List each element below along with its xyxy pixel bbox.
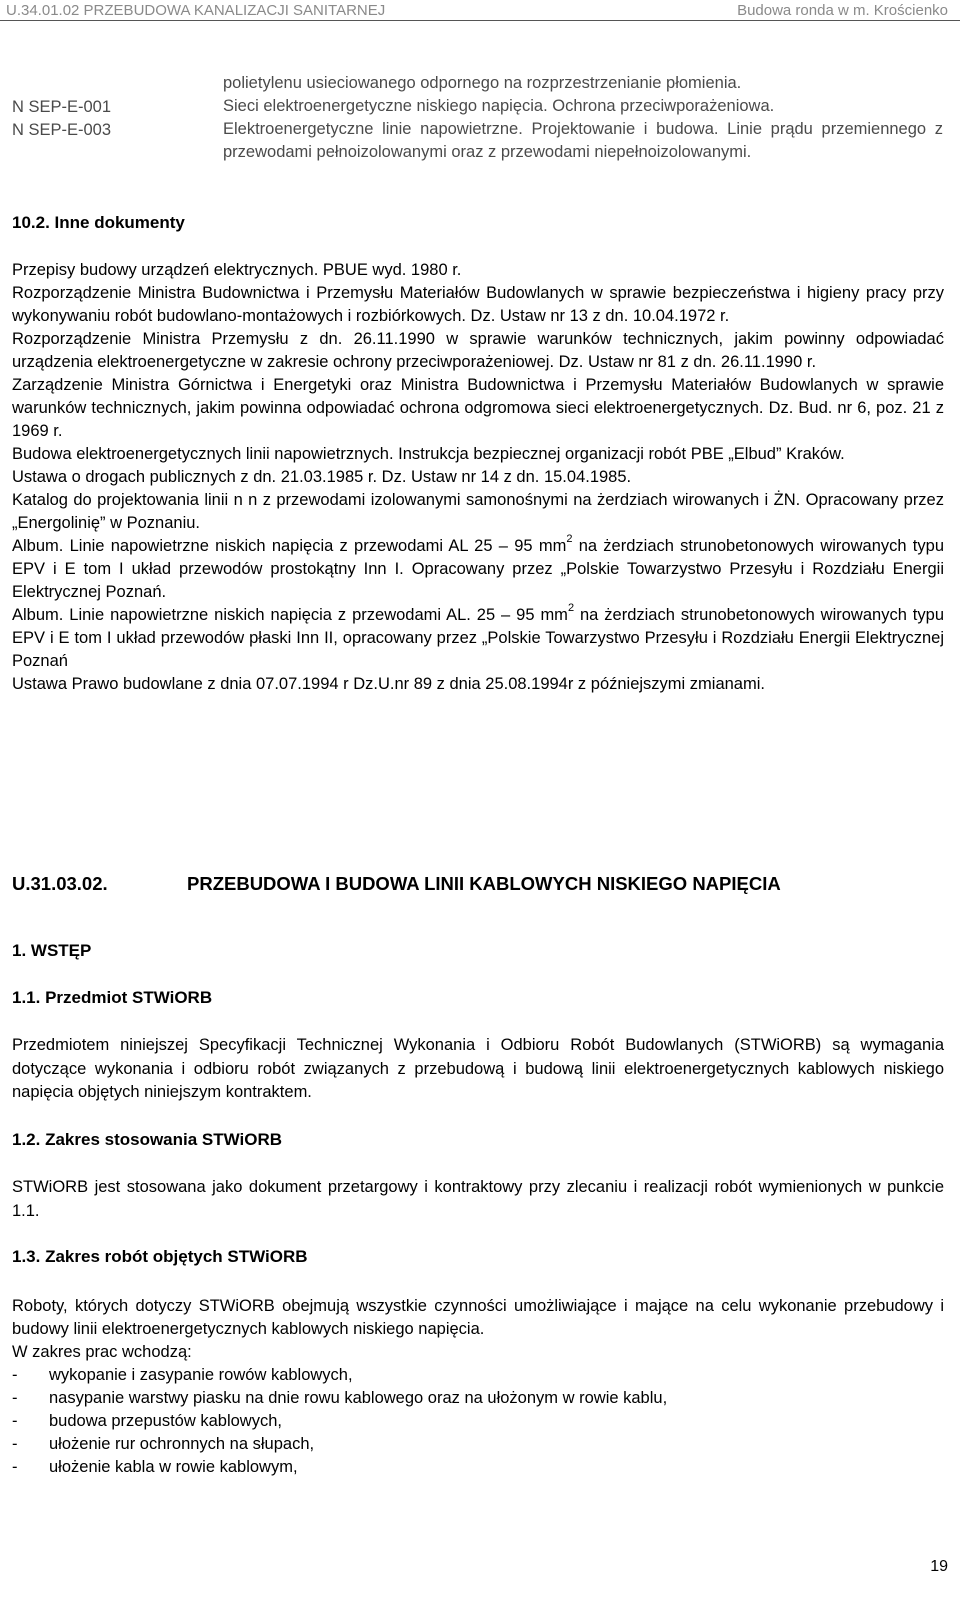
reference-item: Rozporządzenie Ministra Budownictwa i Przemysłu Materiałów Budowlanych w sprawie bezpieczeństwa i higieny pracy przy wykonywaniu robót budowlano-montażowych i rozbiórkowych. Dz. Ustaw nr 13 z dn. 10.04.1972 r. [12, 284, 944, 325]
list-dash: - [12, 1458, 18, 1476]
standard-codes [12, 96, 111, 142]
scope-list-item [12, 1410, 944, 1433]
album-1-continued: na żerdziach strunobetonowych wirowanych typu EPV i E tom I układ przewodów prostokątny Inn I. Opracowany przez „Polskie Towarzystwo Przesyłu i Rozdziału Energii Elektrycznej Poznań. [12, 537, 944, 601]
reference-item: Rozporządzenie Ministra Przemysłu z dn. 26.11.1990 w sprawie warunków technicznych, jakim powinny odpowiadać urządzenia elektroenergetyczne w zakresie ochrony przeciwporażeniowej. Dz. Ustaw nr 81 z dn. 26.11.1990 r. [12, 330, 944, 371]
standard-code-1: N SEP-E-001 [12, 98, 112, 116]
album-1-text: Album. Linie napowietrzne niskich napięcia z przewodami AL 25 – 95 mm [12, 537, 567, 555]
scope-intro: W zakres prac wchodzą: [12, 1343, 192, 1361]
list-dash: - [12, 1435, 18, 1453]
standards-descriptions [223, 72, 943, 164]
scope-item-text: ułożenie rur ochronnych na słupach, [49, 1435, 315, 1453]
album-2-text: Album. Linie napowietrzne niskich napięcia z przewodami AL. 25 – 95 mm [12, 606, 568, 624]
standard-text-2: Elektroenergetyczne linie napowietrzne. Projektowanie i budowa. Linie prądu przemiennego z przewodami pełnoizolowanymi oraz z przewodami niepełnoizolowanymi. [223, 120, 943, 161]
reference-item-album-2 [12, 604, 944, 673]
scope-list-item [12, 1364, 944, 1387]
header-project-name: Budowa ronda w m. Krościenko [737, 2, 948, 19]
header-document-code: U.34.01.02 PRZEBUDOWA KANALIZACJI SANITARNEJ [6, 2, 386, 19]
section-1-3-text: Roboty, których dotyczy STWiORB obejmują wszystkie czynności umożliwiające i mające na celu wykonanie przebudowy i budowy linii elektroenergetycznych kablowych niskiego napięcia. [12, 1297, 944, 1338]
list-dash: - [12, 1366, 18, 1384]
page-number: 19 [930, 1558, 948, 1575]
chapter-number: U.31.03.02. [12, 873, 108, 894]
chapter-title: PRZEBUDOWA I BUDOWA LINII KABLOWYCH NISKIEGO NAPIĘCIA [187, 873, 781, 894]
section-1-1-text: Przedmiotem niniejszej Specyfikacji Technicznej Wykonania i Odbioru Robót Budowlanych (STWiORB) są wymagania dotyczące wykonania i odbioru robót związanych z przebudową i budową linii elektroenergetycznych kablowych niskiego napięcia objętych niniejszym kontraktem. [12, 1036, 944, 1101]
section-1-2-text: STWiORB jest stosowana jako dokument przetargowy i kontraktowy przy zlecaniu i realizacji robót wymienionych w punkcie 1.1. [12, 1178, 944, 1220]
list-dash: - [12, 1389, 18, 1407]
reference-item: Przepisy budowy urządzeń elektrycznych. PBUE wyd. 1980 r. [12, 261, 462, 279]
standard-continued-text: polietylenu usieciowanego odpornego na rozprzestrzenianie płomienia. [223, 74, 742, 92]
reference-item: Ustawa Prawo budowlane z dnia 07.07.1994 r Dz.U.nr 89 z dnia 25.08.1994r z późniejszymi zmianami. [12, 675, 765, 693]
album-1-superscript: 2 [566, 533, 573, 545]
scope-list-item [12, 1387, 944, 1410]
list-dash: - [12, 1412, 18, 1430]
album-2-superscript: 2 [567, 602, 575, 614]
scope-list-item [12, 1456, 944, 1479]
other-documents-list [12, 259, 944, 696]
scope-list [12, 1364, 944, 1479]
scope-item-text: ułożenie kabla w rowie kablowym, [49, 1458, 298, 1476]
header-divider [0, 20, 960, 21]
reference-item-album-1 [12, 535, 944, 604]
page-header [0, 0, 960, 20]
scope-item-text: nasypanie warstwy piasku na dnie rowu kablowego oraz na ułożonym w rowie kablu, [49, 1389, 668, 1407]
section-1-3-body [12, 1295, 944, 1479]
album-2-continued: na żerdziach strunobetonowych wirowanych typu EPV i E tom I układ przewodów płaski Inn II, opracowany przez „Polskie Towarzystwo Przesyłu i Rozdziału Energii Elektrycznej Poznań [12, 606, 944, 670]
reference-item: Katalog do projektowania linii n n z przewodami izolowanymi samonośnymi na żerdziach wirowanych i ŻN. Opracowany przez „Energolinię” w Poznaniu. [12, 491, 944, 532]
other-documents-heading: 10.2. Inne dokumenty [12, 213, 185, 232]
standard-code-2: N SEP-E-003 [12, 121, 112, 139]
intro-heading: 1. WSTĘP [12, 941, 92, 960]
scope-item-text: wykopanie i zasypanie rowów kablowych, [49, 1366, 353, 1384]
scope-list-item [12, 1433, 944, 1456]
section-1-1-heading: 1.1. Przedmiot STWiORB [12, 988, 213, 1007]
reference-item: Ustawa o drogach publicznych z dn. 21.03.1985 r. Dz. Ustaw nr 14 z dn. 15.04.1985. [12, 468, 632, 486]
standard-text-1: Sieci elektroenergetyczne niskiego napięcia. Ochrona przeciwporażeniowa. [223, 97, 775, 115]
reference-item: Zarządzenie Ministra Górnictwa i Energetyki oraz Ministra Budownictwa i Przemysłu Materiałów Budowlanych w sprawie warunków technicznych, jakim powinna odpowiadać ochrona odgromowa sieci elektroenergetycznych. Dz. Bud. nr 6, poz. 21 z 1969 r. [12, 376, 944, 440]
scope-item-text: budowa przepustów kablowych, [49, 1412, 282, 1430]
section-1-2-heading: 1.2. Zakres stosowania STWiORB [12, 1130, 283, 1149]
section-1-3-heading: 1.3. Zakres robót objętych STWiORB [12, 1247, 308, 1266]
reference-item: Budowa elektroenergetycznych linii napowietrznych. Instrukcja bezpiecznej organizacji robót PBE „Elbud” Kraków. [12, 445, 845, 463]
